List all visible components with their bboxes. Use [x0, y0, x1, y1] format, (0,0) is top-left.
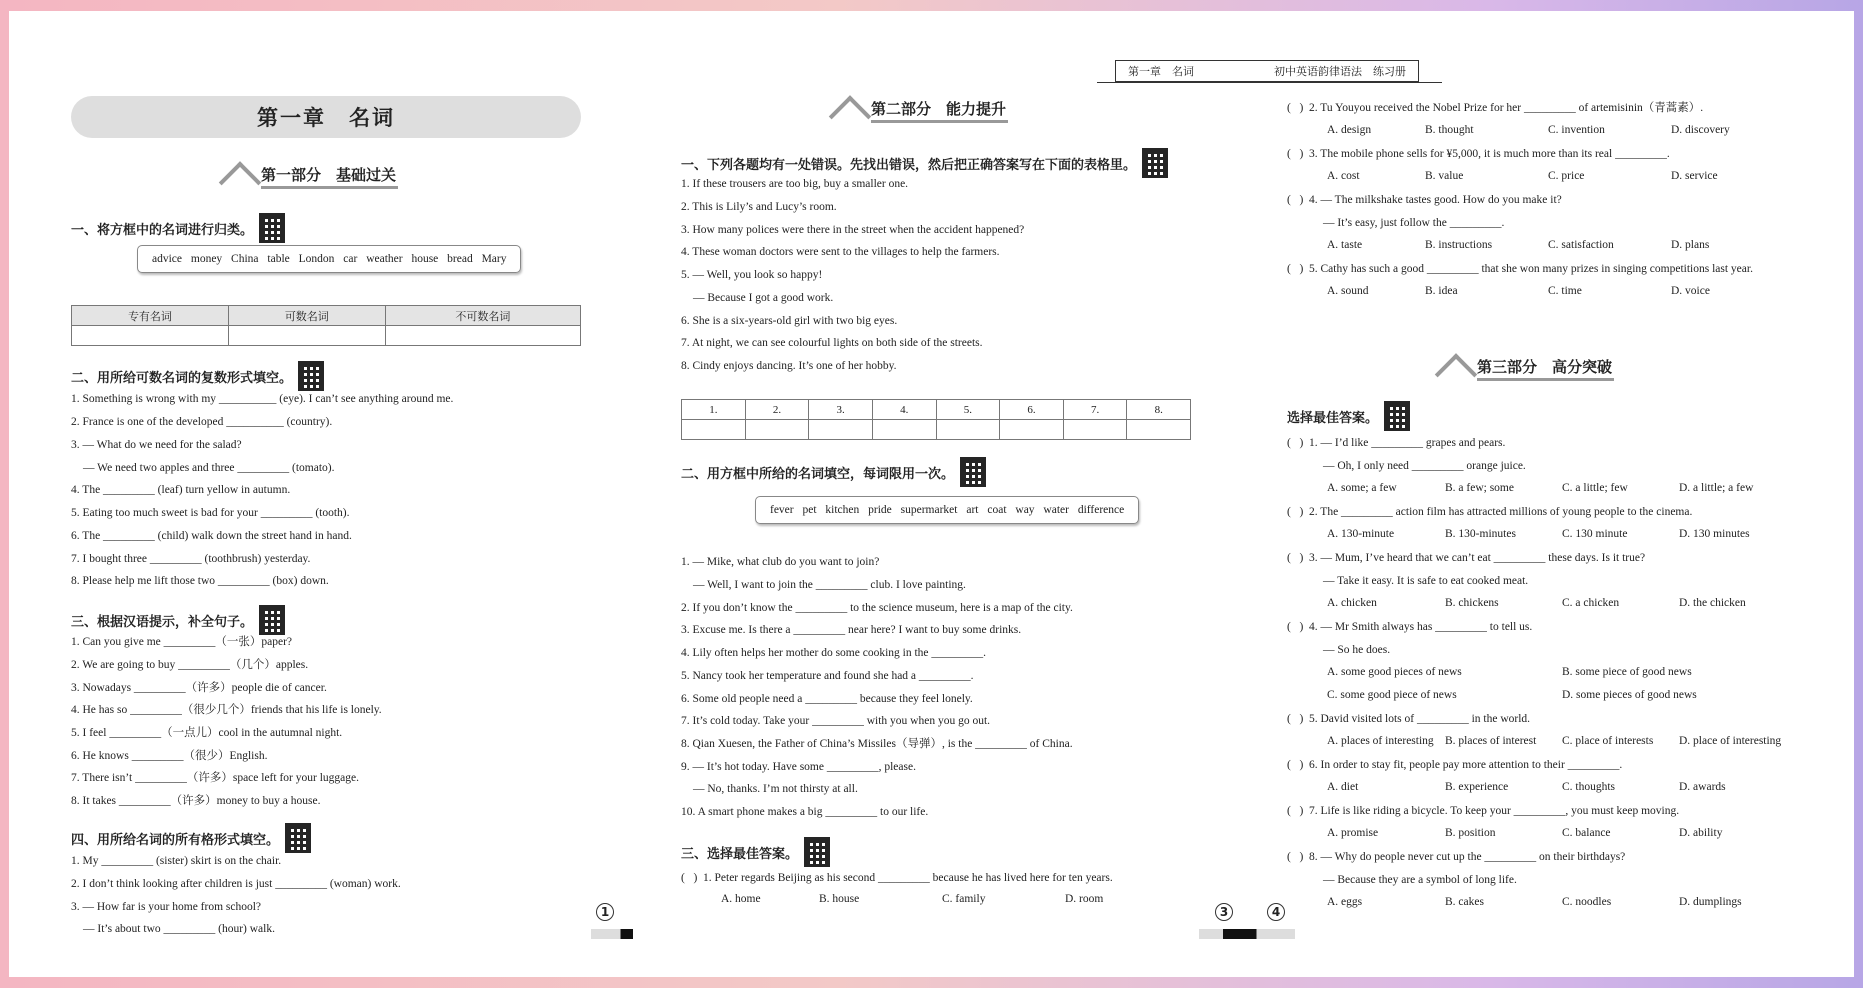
exercise-line: 1. My _________ (sister) skirt is on the chair.: [71, 855, 282, 867]
exercise-line: 6. He knows _________（很少）English.: [71, 750, 268, 762]
workbook-spread: [9, 11, 1854, 977]
exercise-line: 4. Lily often helps her mother do some cooking in the _________.: [681, 647, 987, 659]
option[interactable]: A. diet: [1327, 781, 1359, 793]
chapter-title: 第一章 名词: [71, 96, 581, 138]
option[interactable]: A. eggs: [1327, 896, 1363, 908]
page-number: 4: [1267, 903, 1285, 921]
option[interactable]: C. noodles: [1562, 896, 1612, 908]
section-title: 三、根据汉语提示，补全句子。: [71, 605, 285, 635]
exercise-line: 7. There isn’t _________（许多）space left for your luggage.: [71, 772, 359, 784]
word-box: fever pet kitchen pride supermarket art coat way water difference: [755, 496, 1139, 524]
exercise-line: 8. It takes _________（许多）money to buy a house.: [71, 795, 321, 807]
exercise-line: 5. Nancy took her temperature and found she had a _________.: [681, 670, 974, 682]
qr-code-icon[interactable]: [804, 837, 830, 867]
exercise-line: 1. Something is wrong with my __________ (eye). I can’t see anything around me.: [71, 393, 454, 405]
option[interactable]: B. a few; some: [1445, 482, 1514, 494]
table-header: 7.: [1063, 400, 1127, 420]
table-header: 不可数名词: [385, 306, 580, 326]
exercise-line: 5. I feel _________（一点儿）cool in the autumnal night.: [71, 727, 343, 739]
exercise-line: 7. At night, we can see colourful lights on both side of the streets.: [681, 337, 983, 349]
question-line: — Because they are a symbol of long life.: [1323, 874, 1517, 886]
option[interactable]: B. value: [1425, 170, 1464, 182]
option[interactable]: C. time: [1548, 285, 1582, 297]
qr-code-icon[interactable]: [1142, 148, 1168, 178]
option[interactable]: C. family: [942, 893, 986, 905]
answer-cell[interactable]: [745, 420, 809, 440]
answer-cell[interactable]: [682, 420, 746, 440]
exercise-line: — Well, I want to join the _________ club. I love painting.: [693, 579, 966, 591]
exercise-line: — Because I got a good work.: [693, 292, 834, 304]
option[interactable]: C. price: [1548, 170, 1585, 182]
exercise-line: 2. France is one of the developed __________ (country).: [71, 416, 333, 428]
roof-icon: [1437, 355, 1477, 381]
table-header: 8.: [1127, 400, 1191, 420]
part-heading-3: 第三部分 高分突破: [1437, 351, 1614, 381]
question-line: ( ) 3. The mobile phone sells for ¥5,000, it is much more than its real _________.: [1287, 148, 1670, 160]
exercise-line: 6. Some old people need a _________ because they feel lonely.: [681, 693, 973, 705]
exercise-line: 5. — Well, you look so happy!: [681, 269, 823, 281]
qr-code-icon[interactable]: [285, 823, 311, 853]
exercise-line: 1. Can you give me _________（一张）paper?: [71, 636, 293, 648]
exercise-line: 4. He has so _________（很少几个）friends that his life is lonely.: [71, 704, 382, 716]
exercise-line: — No, thanks. I’m not thirsty at all.: [693, 783, 858, 795]
option[interactable]: D. service: [1671, 170, 1718, 182]
options-row: [1327, 781, 1726, 793]
option[interactable]: A. promise: [1327, 827, 1379, 839]
option[interactable]: C. thoughts: [1562, 781, 1616, 793]
page-3: [681, 11, 1211, 977]
option[interactable]: B. idea: [1425, 285, 1458, 297]
answer-cell[interactable]: [809, 420, 873, 440]
answer-cell[interactable]: [72, 326, 229, 346]
options-row: [1327, 528, 1750, 540]
table-header: 5.: [936, 400, 1000, 420]
option[interactable]: D. awards: [1679, 781, 1726, 793]
option[interactable]: B. 130-minutes: [1445, 528, 1516, 540]
header-book: 初中英语韵律语法 练习册: [1274, 65, 1406, 78]
question-line: ( ) 7. Life is like riding a bicycle. To keep your _________, you must keep moving.: [1287, 805, 1680, 817]
exercise-line: 3. How many polices were there in the street when the accident happened?: [681, 224, 1025, 236]
page-number: 3: [1215, 903, 1233, 921]
options-row: [1327, 896, 1742, 908]
qr-code-icon[interactable]: [298, 361, 324, 391]
question-line: — So he does.: [1323, 644, 1391, 656]
options-row: [1327, 666, 1692, 678]
exercise-line: 2. I don’t think looking after children is just _________ (woman) work.: [71, 878, 401, 890]
option[interactable]: B. cakes: [1445, 896, 1484, 908]
exercise-line: 7. I bought three _________ (toothbrush) yesterday.: [71, 553, 311, 565]
answer-cell[interactable]: [1000, 420, 1064, 440]
option[interactable]: B. thought: [1425, 124, 1474, 136]
question-line: ( ) 2. The _________ action film has attracted millions of young people to the cinema.: [1287, 506, 1693, 518]
option[interactable]: C. a little; few: [1562, 482, 1628, 494]
options-row: [1327, 735, 1781, 747]
section-title: 一、下列各题均有一处错误。先找出错误，然后把正确答案写在下面的表格里。: [681, 148, 1168, 178]
option[interactable]: B. instructions: [1425, 239, 1493, 251]
question-line: ( ) 2. Tu Youyou received the Nobel Prize for her _________ of artemisinin（青蒿素）.: [1287, 102, 1704, 114]
page-1: [71, 11, 610, 977]
option[interactable]: D. discovery: [1671, 124, 1730, 136]
section-title: 四、用所给名词的所有格形式填空。: [71, 823, 311, 853]
option[interactable]: A. chicken: [1327, 597, 1377, 609]
page-bar: [1199, 929, 1295, 939]
word-box: advice money China table London car weather house bread Mary: [137, 245, 521, 273]
exercise-line: 8. Cindy enjoys dancing. It’s one of her hobby.: [681, 360, 897, 372]
section-title: 三、选择最佳答案。: [681, 837, 830, 867]
part-heading-1: 第一部分 基础过关: [221, 159, 398, 189]
exercise-line: — It’s about two _________ (hour) walk.: [83, 923, 275, 935]
exercise-line: 3. — How far is your home from school?: [71, 901, 262, 913]
answer-cell[interactable]: [936, 420, 1000, 440]
qr-code-icon[interactable]: [259, 213, 285, 243]
option[interactable]: D. 130 minutes: [1679, 528, 1750, 540]
qr-code-icon[interactable]: [1384, 401, 1410, 431]
answer-cell[interactable]: [385, 326, 580, 346]
option[interactable]: D. the chicken: [1679, 597, 1746, 609]
exercise-line: 1. If these trousers are too big, buy a smaller one.: [681, 178, 909, 190]
question-line: ( ) 3. — Mum, I’ve heard that we can’t eat _________ these days. Is it true?: [1287, 552, 1646, 564]
option[interactable]: C. some good piece of news: [1327, 689, 1457, 701]
table-header: 2.: [745, 400, 809, 420]
answer-cell[interactable]: [228, 326, 385, 346]
answer-cell[interactable]: [1127, 420, 1191, 440]
options-row: [1327, 482, 1753, 494]
exercise-line: 2. This is Lily’s and Lucy’s room.: [681, 201, 837, 213]
options-row: [721, 893, 1103, 905]
option[interactable]: D. voice: [1671, 285, 1710, 297]
option[interactable]: A. 130-minute: [1327, 528, 1395, 540]
exercise-line: — We need two apples and three _________ (tomato).: [83, 462, 335, 474]
page-bar: [591, 929, 633, 939]
header-chapter: 第一章 名词: [1128, 65, 1194, 78]
question-line: — Take it easy. It is safe to eat cooked meat.: [1323, 575, 1529, 587]
exercise-line: 9. — It’s hot today. Have some _________, please.: [681, 761, 916, 773]
options-row: [1327, 239, 1709, 251]
option[interactable]: C. balance: [1562, 827, 1611, 839]
option[interactable]: D. plans: [1671, 239, 1710, 251]
question-line: — It’s easy, just follow the _________.: [1323, 217, 1505, 229]
answer-table: [681, 399, 1191, 440]
part-heading-2: 第二部分 能力提升: [831, 93, 1008, 123]
question-line: ( ) 1. Peter regards Beijing as his second _________ because he has lived here for ten years.: [681, 872, 1113, 884]
question-line: — Oh, I only need _________ orange juice.: [1323, 460, 1526, 472]
exercise-line: 4. These woman doctors were sent to the villages to help the farmers.: [681, 246, 1000, 258]
question-line: ( ) 8. — Why do people never cut up the _________ on their birthdays?: [1287, 851, 1626, 863]
option[interactable]: C. 130 minute: [1562, 528, 1628, 540]
roof-icon: [221, 163, 261, 189]
option[interactable]: C. satisfaction: [1548, 239, 1614, 251]
table-header: 3.: [809, 400, 873, 420]
options-row: [1327, 689, 1697, 701]
question-line: ( ) 4. — Mr Smith always has _________ to tell us.: [1287, 621, 1533, 633]
option[interactable]: A. sound: [1327, 285, 1369, 297]
option[interactable]: A. some good pieces of news: [1327, 666, 1462, 678]
question-line: ( ) 5. David visited lots of _________ in the world.: [1287, 713, 1531, 725]
options-row: [1327, 285, 1710, 297]
exercise-line: 7. It’s cold today. Take your _________ with you when you go out.: [681, 715, 991, 727]
roof-icon: [831, 97, 871, 123]
section-title: 二、用所给可数名词的复数形式填空。: [71, 361, 324, 391]
option[interactable]: B. house: [819, 893, 860, 905]
option[interactable]: C. place of interests: [1562, 735, 1654, 747]
table-header: 可数名词: [228, 306, 385, 326]
exercise-line: 8. Qian Xuesen, the Father of China’s Missiles（导弹）, is the _________ of China.: [681, 738, 1073, 750]
option[interactable]: A. cost: [1327, 170, 1360, 182]
options-row: [1327, 170, 1718, 182]
question-line: ( ) 5. Cathy has such a good _________ that she won many prizes in singing competitions last year.: [1287, 263, 1753, 275]
question-line: ( ) 6. In order to stay fit, people pay more attention to their _________.: [1287, 759, 1623, 771]
option[interactable]: D. place of interesting: [1679, 735, 1782, 747]
exercise-line: 2. If you don’t know the _________ to the science museum, here is a map of the city.: [681, 602, 1073, 614]
option[interactable]: A. places of interesting: [1327, 735, 1434, 747]
option[interactable]: B. position: [1445, 827, 1496, 839]
exercise-line: 4. The _________ (leaf) turn yellow in autumn.: [71, 484, 291, 496]
option[interactable]: D. dumplings: [1679, 896, 1742, 908]
option[interactable]: B. chickens: [1445, 597, 1499, 609]
classification-table: [71, 305, 581, 346]
exercise-line: 3. Excuse me. Is there a _________ near here? I want to buy some drinks.: [681, 624, 1022, 636]
table-header: 1.: [682, 400, 746, 420]
answer-cell[interactable]: [1063, 420, 1127, 440]
page-4: [1287, 11, 1807, 977]
page-number: 1: [596, 903, 614, 921]
option[interactable]: B. places of interest: [1445, 735, 1537, 747]
option[interactable]: B. some piece of good news: [1562, 666, 1692, 678]
exercise-line: 3. Nowadays _________（许多）people die of cancer.: [71, 682, 327, 694]
answer-cell[interactable]: [872, 420, 936, 440]
section-title: 一、将方框中的名词进行归类。: [71, 213, 285, 243]
option[interactable]: A. home: [721, 893, 761, 905]
section-title: 二、用方框中所给的名词填空，每词限用一次。: [681, 457, 986, 487]
question-line: ( ) 1. — I’d like _________ grapes and pears.: [1287, 437, 1506, 449]
exercise-line: 10. A smart phone makes a big _________ to our life.: [681, 806, 929, 818]
exercise-line: 2. We are going to buy _________（几个）apples.: [71, 659, 309, 671]
qr-code-icon[interactable]: [259, 605, 285, 635]
option[interactable]: C. a chicken: [1562, 597, 1620, 609]
qr-code-icon[interactable]: [960, 457, 986, 487]
option[interactable]: D. some pieces of good news: [1562, 689, 1697, 701]
option[interactable]: D. ability: [1679, 827, 1723, 839]
option[interactable]: A. design: [1327, 124, 1372, 136]
options-row: [1327, 827, 1722, 839]
option[interactable]: D. a little; a few: [1679, 482, 1754, 494]
options-row: [1327, 597, 1746, 609]
question-line: ( ) 4. — The milkshake tastes good. How do you make it?: [1287, 194, 1562, 206]
exercise-line: 6. The _________ (child) walk down the street hand in hand.: [71, 530, 352, 542]
option[interactable]: D. room: [1065, 893, 1104, 905]
option[interactable]: A. taste: [1327, 239, 1363, 251]
table-header: 4.: [872, 400, 936, 420]
options-row: [1327, 124, 1730, 136]
exercise-line: 8. Please help me lift those two _________ (box) down.: [71, 575, 329, 587]
exercise-line: 6. She is a six-years-old girl with two big eyes.: [681, 315, 898, 327]
table-header: 6.: [1000, 400, 1064, 420]
section-title: 选择最佳答案。: [1287, 401, 1410, 431]
exercise-line: 1. — Mike, what club do you want to join?: [681, 556, 880, 568]
exercise-line: 5. Eating too much sweet is bad for your _________ (tooth).: [71, 507, 350, 519]
option[interactable]: A. some; a few: [1327, 482, 1397, 494]
option[interactable]: C. invention: [1548, 124, 1605, 136]
exercise-line: 3. — What do we need for the salad?: [71, 439, 242, 451]
option[interactable]: B. experience: [1445, 781, 1509, 793]
table-header: 专有名词: [72, 306, 229, 326]
